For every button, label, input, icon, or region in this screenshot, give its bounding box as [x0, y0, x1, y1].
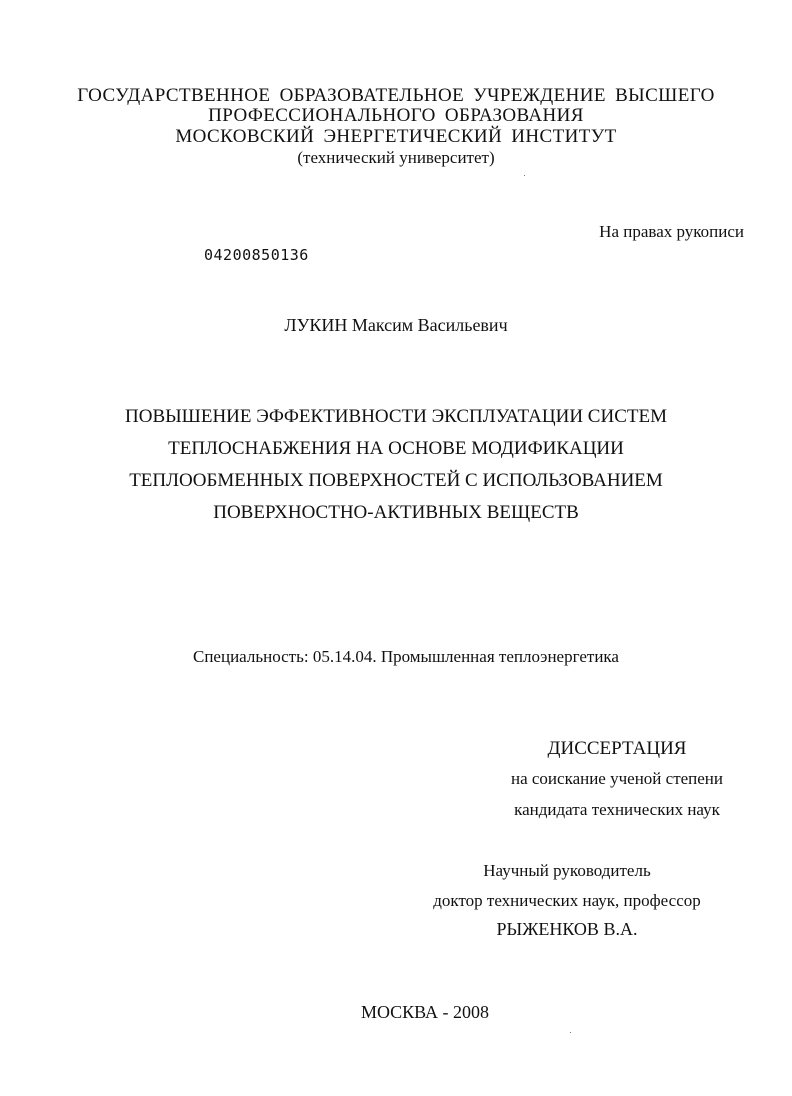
institution-line-3: МОСКОВСКИЙ ЭНЕРГЕТИЧЕСКИЙ ИНСТИТУТ	[175, 126, 617, 147]
dissertation-block	[482, 737, 752, 822]
institution-line-1: ГОСУДАРСТВЕННОЕ ОБРАЗОВАТЕЛЬНОЕ УЧРЕЖДЕНИЕ ВЫСШЕГО	[77, 85, 715, 106]
institution-line-2: ПРОФЕССИОНАЛЬНОГО ОБРАЗОВАНИЯ	[208, 105, 584, 126]
dissertation-degree-line-2: кандидата технических наук	[514, 800, 720, 819]
author-name: ЛУКИН Максим Васильевич	[284, 315, 508, 335]
title-line-3: ТЕПЛООБМЕННЫХ ПОВЕРХНОСТЕЙ С ИСПОЛЬЗОВАНИЕМ	[129, 470, 663, 491]
scan-speck	[524, 175, 525, 176]
title-line-1: ПОВЫШЕНИЕ ЭФФЕКТИВНОСТИ ЭКСПЛУАТАЦИИ СИСТЕМ	[125, 406, 667, 427]
catalog-code: 04200850136	[204, 246, 309, 264]
scan-speck	[570, 1032, 571, 1033]
supervisor-block	[400, 860, 734, 940]
city-year: МОСКВА - 2008	[360, 1002, 490, 1022]
title-line-4: ПОВЕРХНОСТНО-АКТИВНЫХ ВЕЩЕСТВ	[213, 502, 579, 523]
supervisor-degree: доктор технических наук, профессор	[433, 891, 701, 910]
manuscript-rights-note: На правах рукописи	[599, 222, 744, 241]
dissertation-degree-line-1: на соискание ученой степени	[510, 769, 724, 788]
supervisor-name: РЫЖЕНКОВ В.А.	[496, 919, 638, 939]
title-line-2: ТЕПЛОСНАБЖЕНИЯ НА ОСНОВЕ МОДИФИКАЦИИ	[168, 438, 624, 459]
dissertation-heading: ДИССЕРТАЦИЯ	[547, 738, 687, 759]
institution-subtitle: (технический университет)	[297, 148, 495, 167]
specialty: Специальность: 05.14.04. Промышленная теплоэнергетика	[193, 647, 619, 666]
supervisor-role: Научный руководитель	[483, 861, 651, 880]
